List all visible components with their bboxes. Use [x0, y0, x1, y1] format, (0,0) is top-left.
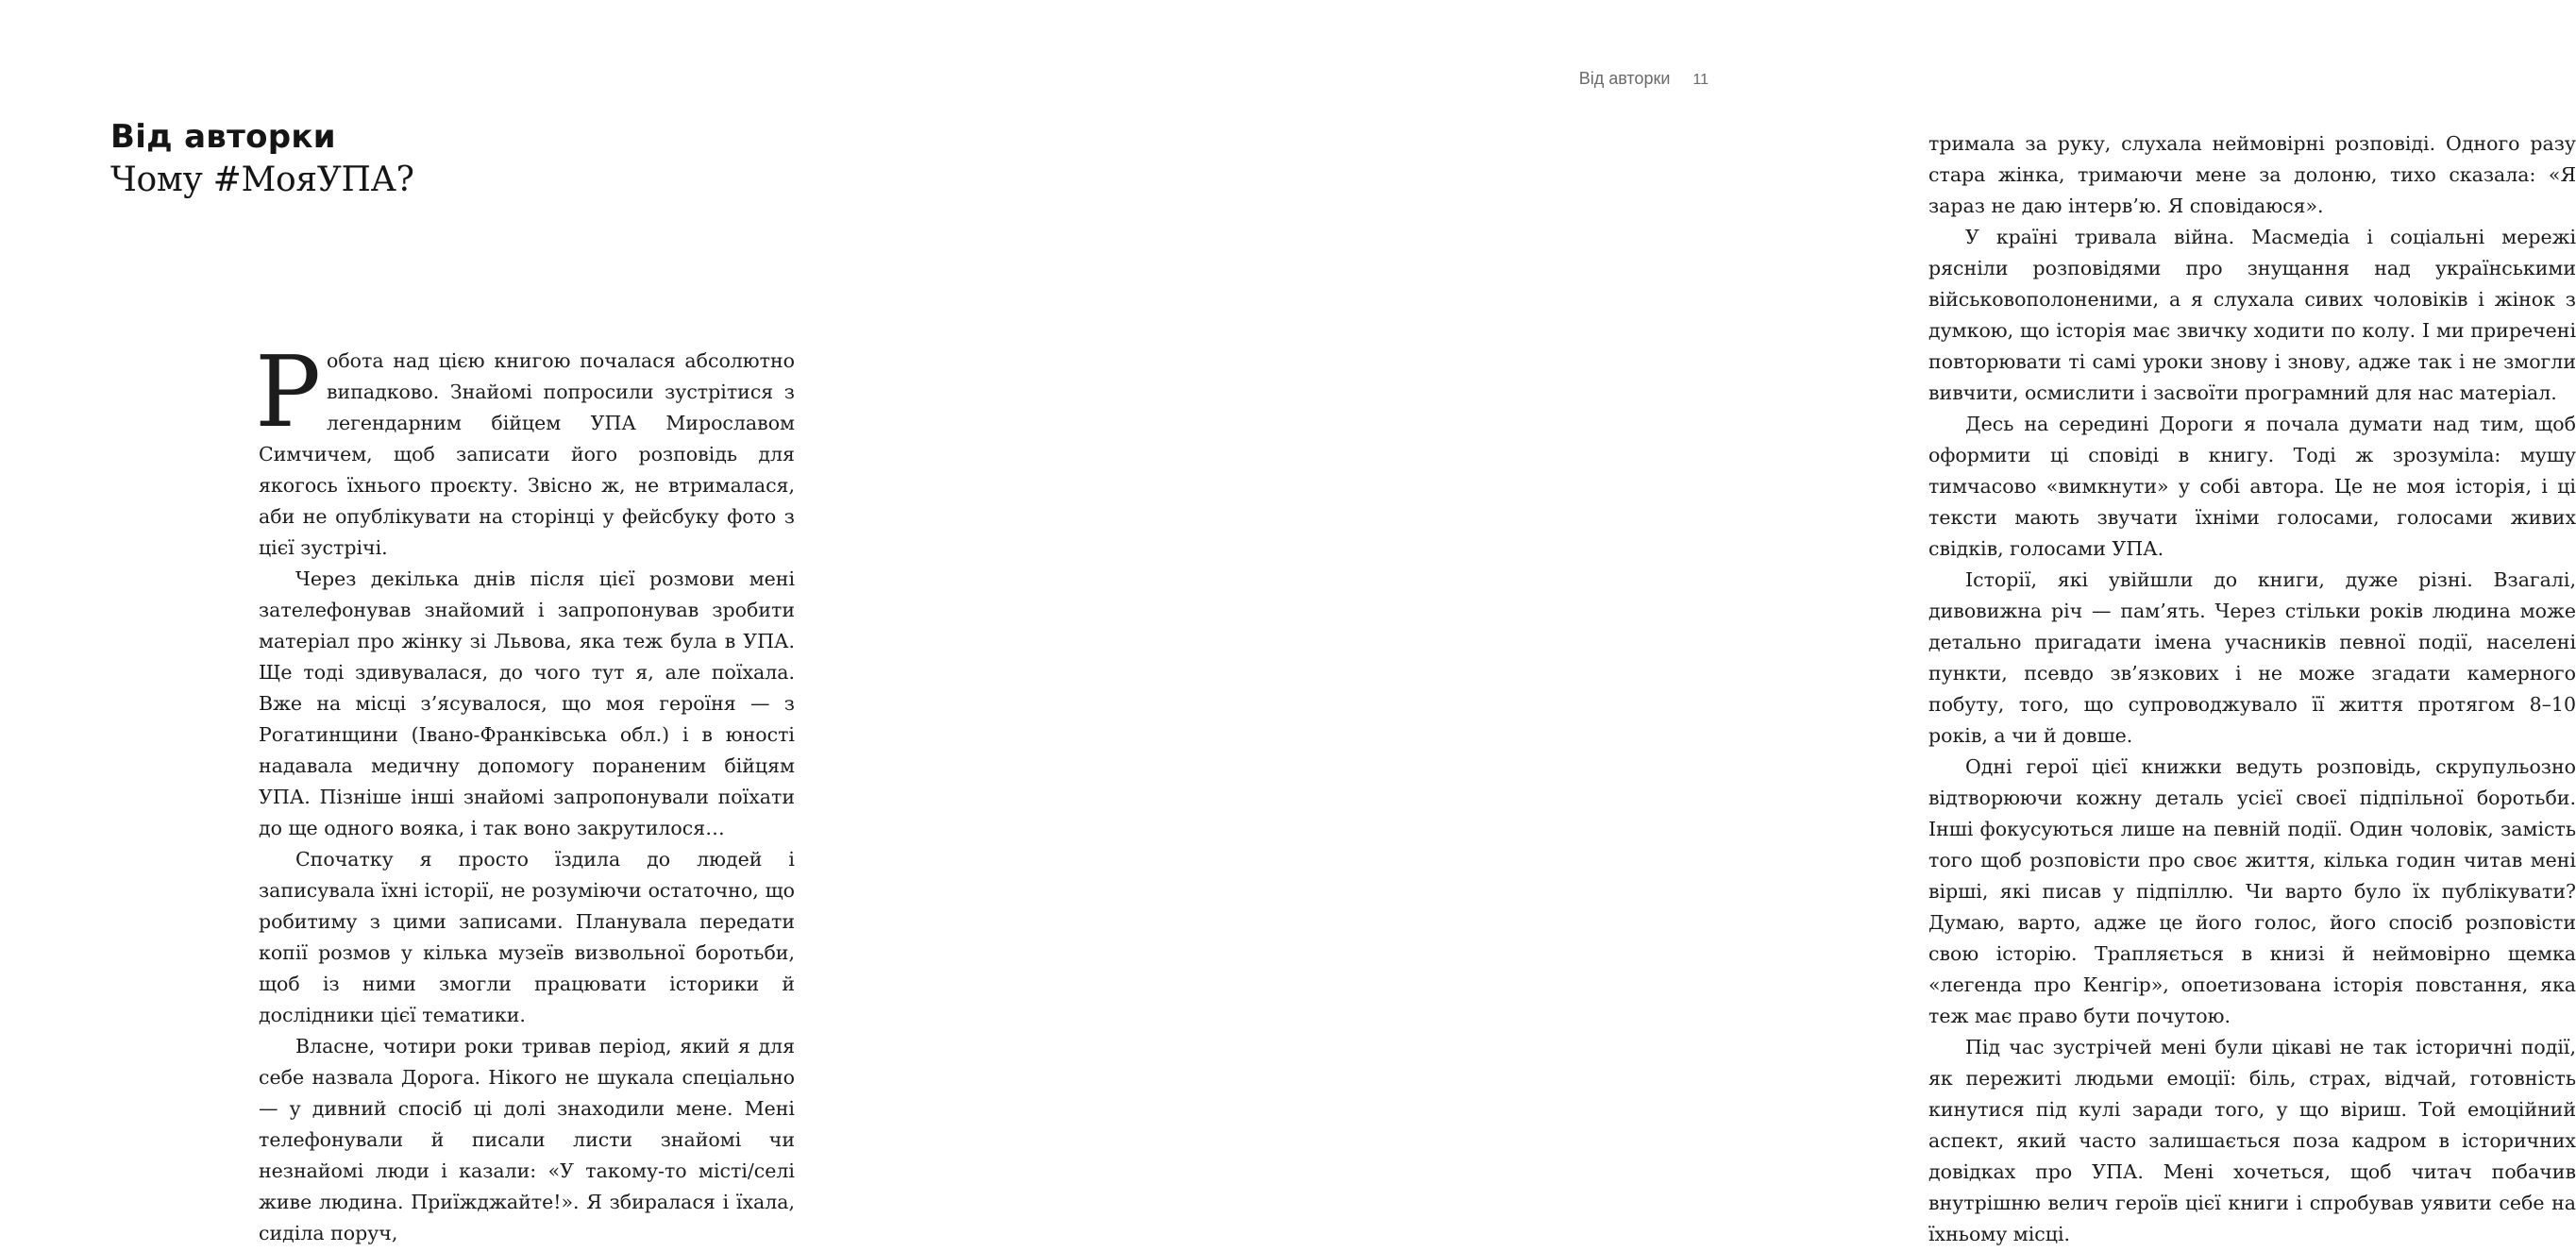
paragraph: У країні тривала війна. Масмедіа і соціальні мережі рясніли розповідями про знущання над українськими військовополоненими, а я слухала сивих чоловіків і жінок з думкою, що історія має звичку ходити по колу. І ми приречені повторювати ті самі уроки знову і знову, адже так і не змогли вивчити, осмислити і засвоїти програмний для нас матеріал.	[1928, 226, 2576, 404]
paragraph-text: обота над цією книгою почалася абсолютно випадково. Знайомі попросили зустрітися з легендарним бійцем УПА Мирославом Симчичем, щоб записати його розповідь для якогось їхнього проєкту. Звісно ж, не втрималася, аби не опублікувати на сторінці у фейсбуку фото з цієї зустрічі.	[259, 349, 795, 559]
paragraph: Спочатку я просто їздила до людей і записувала їхні історії, не розуміючи остаточно, що робитиму з цими записами. Планувала передати копії розмов у кілька музеїв визвольної боротьби, щоб із ними змогли працювати історики й дослідники цієї тематики.	[259, 848, 795, 1026]
paragraph: Через декілька днів після цієї розмови мені зателефонував знайомий і запропонував зробити матеріал про жінку зі Львова, яка теж була в УПА. Ще тоді здивувалася, до чого тут я, але поїхала. Вже на місці з’ясувалося, що моя героїня — з Рогатинщини (Івано-Франківська обл.) і в юності надавала медичну допомогу пораненим бійцям УПА. Пізніше інші знайомі запропонували поїхати до ще одного вояка, і так воно закрутилося…	[259, 567, 795, 839]
paragraph: Історії, які увійшли до книги, дуже різні. Взагалі, дивовижна річ — пам’ять. Через стільки років людина може детально пригадати імена учасників певної події, населені пункти, псевдо зв’язкових і не може згадати камерного побуту, того, що супроводжувало її життя протягом 8–10 років, а чи й довше.	[1928, 568, 2576, 747]
paragraph: Власне, чотири роки тривав період, який я для себе назвала Дорога. Нікого не шукала спеціально — у дивний спосіб ці долі знаходили мене. Мені телефонували й писали листи знайомі чи незнайомі люди і казали: «У такому-то місті/селі живе людина. Приїжджайте!». Я збиралася і їхала, сиділа поруч,	[259, 1035, 795, 1244]
right-column-text	[1928, 128, 2576, 1250]
paragraph	[255, 334, 795, 564]
page-number: 11	[1692, 72, 1709, 88]
right-page	[906, 0, 2576, 1252]
running-head-section: Від авторки	[1578, 69, 1671, 88]
running-head	[1579, 69, 1709, 89]
paragraph: Десь на середині Дороги я почала думати над тим, щоб оформити ці сповіді в книгу. Тоді ж зрозуміла: мушу тимчасово «вимкнути» у собі автора. Це не моя історія, і ці тексти мають звучати їхніми голосами, голосами живих свідків, голосами УПА.	[1928, 413, 2576, 560]
left-column-text	[255, 334, 795, 1249]
paragraph: тримала за руку, слухала неймовірні розповіді. Одного разу стара жінка, тримаючи мене за долоню, тихо сказала: «Я зараз не даю інтерв’ю. Я сповідаюся».	[1928, 132, 2576, 217]
left-page	[0, 0, 906, 1252]
paragraph: Під час зустрічей мені були цікаві не так історичні події, як пережиті людьми емоції: біль, страх, відчай, готовність кинутися під кулі заради того, у що віриш. Той емоційний аспект, який часто залишається поза кадром в історичних довідках про УПА. Мені хочеться, щоб читач побачив внутрішню велич героїв цієї книги і спробував уявити себе на їхньому місці.	[1928, 1036, 2576, 1245]
chapter-title: Від авторки	[110, 118, 336, 156]
paragraph: Одні герої цієї книжки ведуть розповідь, скрупульозно відтворюючи кожну деталь усієї своєї підпільної боротьби. Інші фокусуються лише на певній події. Один чоловік, замість того щоб розповісти про своє життя, кілька годин читав мені вірші, які писав у підпіллю. Чи варто було їх публікувати? Думаю, варто, адже це його голос, його спосіб розповісти свою історію. Трапляється в книзі й неймовірно щемка «легенда про Кенгір», опоетизована історія повстання, яка теж має право бути почутою.	[1928, 755, 2576, 1027]
drop-cap: Р	[255, 334, 321, 449]
chapter-subtitle: Чому #МояУПА?	[110, 161, 414, 199]
